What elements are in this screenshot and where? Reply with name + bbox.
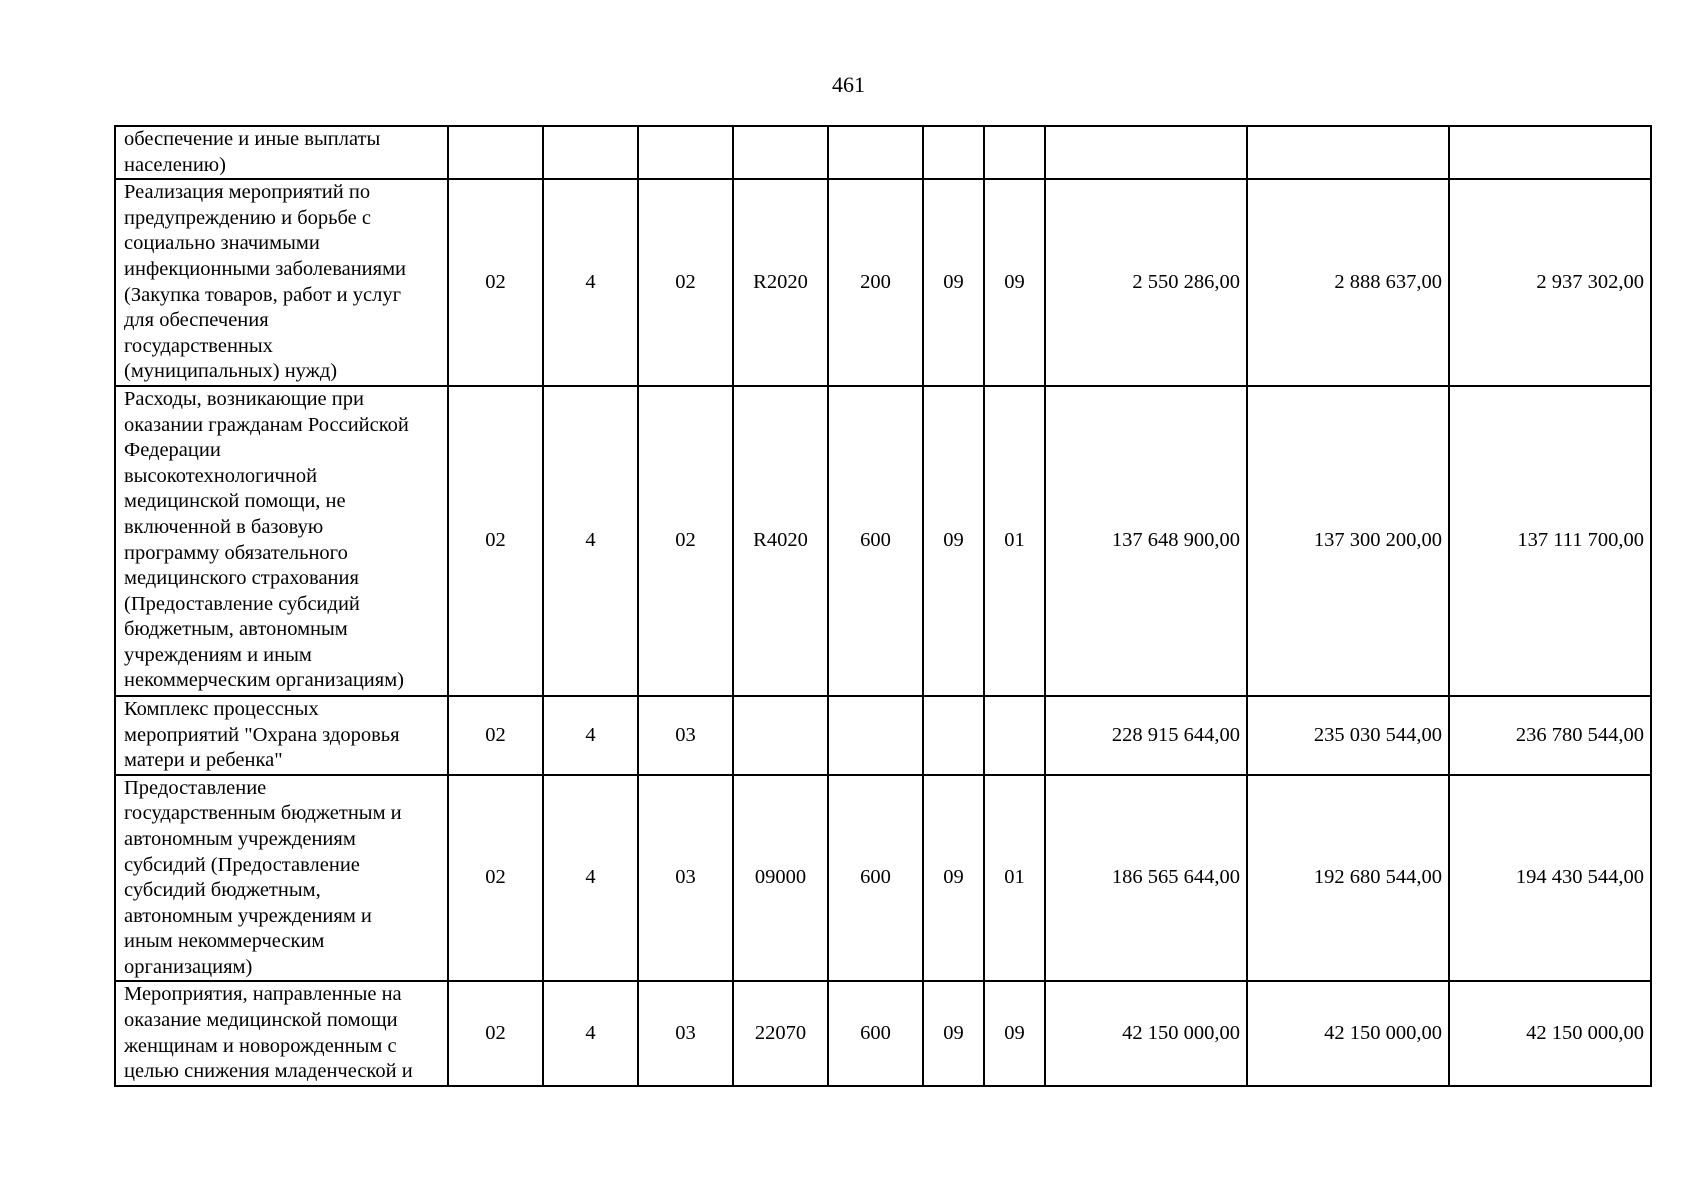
amount-year-1-cell <box>1045 126 1247 179</box>
amount-year-1-cell: 186 565 644,00 <box>1045 775 1247 982</box>
expense-type-cell <box>828 696 923 775</box>
amount-year-2-cell: 2 888 637,00 <box>1247 179 1449 386</box>
expense-type-cell: 600 <box>828 775 923 982</box>
group-code-cell: 03 <box>638 775 733 982</box>
direction-code-cell: 09000 <box>733 775 828 982</box>
expense-type-cell: 600 <box>828 981 923 1085</box>
group-code-cell <box>638 126 733 179</box>
table-row <box>115 981 1651 1085</box>
table-row <box>115 696 1651 775</box>
program-code-cell: 02 <box>448 696 543 775</box>
row-name-cell: Мероприятия, направленные на оказание медицинской помощи женщинам и новорожденным с целью снижения младенческой и <box>115 981 448 1085</box>
direction-code-cell: R2020 <box>733 179 828 386</box>
subprogram-code-cell: 4 <box>543 386 638 696</box>
subprogram-code-cell: 4 <box>543 179 638 386</box>
subsection-cell: 09 <box>984 179 1045 386</box>
amount-year-3-cell: 2 937 302,00 <box>1449 179 1651 386</box>
subsection-cell <box>984 126 1045 179</box>
expense-type-cell: 200 <box>828 179 923 386</box>
subprogram-code-cell: 4 <box>543 981 638 1085</box>
table-row <box>115 386 1651 696</box>
direction-code-cell <box>733 696 828 775</box>
row-name-cell: Предоставление государственным бюджетным и автономным учреждениям субсидий (Предоставление субсидий бюджетным, автономным учреждениям и иным некоммерческим организациям) <box>115 775 448 982</box>
program-code-cell: 02 <box>448 386 543 696</box>
direction-code-cell <box>733 126 828 179</box>
expense-type-cell: 600 <box>828 386 923 696</box>
subsection-cell: 09 <box>984 981 1045 1085</box>
section-cell <box>923 696 984 775</box>
amount-year-3-cell: 137 111 700,00 <box>1449 386 1651 696</box>
row-name-cell: Реализация мероприятий по предупреждению и борьбе с социально значимыми инфекционными заболеваниями (Закупка товаров, работ и услуг для обеспечения государственных (муниципальных) нужд) <box>115 179 448 386</box>
table-row <box>115 179 1651 386</box>
amount-year-1-cell: 42 150 000,00 <box>1045 981 1247 1085</box>
amount-year-2-cell: 235 030 544,00 <box>1247 696 1449 775</box>
amount-year-1-cell: 137 648 900,00 <box>1045 386 1247 696</box>
subsection-cell: 01 <box>984 386 1045 696</box>
amount-year-2-cell: 192 680 544,00 <box>1247 775 1449 982</box>
subsection-cell: 01 <box>984 775 1045 982</box>
section-cell: 09 <box>923 775 984 982</box>
program-code-cell: 02 <box>448 179 543 386</box>
row-name-cell: Расходы, возникающие при оказании гражданам Российской Федерации высокотехнологичной медицинской помощи, не включенной в базовую программу обязательного медицинского страхования (Предоставление субсидий бюджетным, автономным учреждениям и иным некоммерческим организациям) <box>115 386 448 696</box>
group-code-cell: 02 <box>638 386 733 696</box>
budget-table <box>114 125 1652 1087</box>
amount-year-3-cell: 194 430 544,00 <box>1449 775 1651 982</box>
subprogram-code-cell: 4 <box>543 775 638 982</box>
subprogram-code-cell <box>543 126 638 179</box>
subprogram-code-cell: 4 <box>543 696 638 775</box>
amount-year-2-cell <box>1247 126 1449 179</box>
amount-year-3-cell <box>1449 126 1651 179</box>
section-cell <box>923 126 984 179</box>
amount-year-2-cell: 137 300 200,00 <box>1247 386 1449 696</box>
direction-code-cell: 22070 <box>733 981 828 1085</box>
amount-year-3-cell: 42 150 000,00 <box>1449 981 1651 1085</box>
group-code-cell: 02 <box>638 179 733 386</box>
amount-year-1-cell: 2 550 286,00 <box>1045 179 1247 386</box>
program-code-cell: 02 <box>448 775 543 982</box>
group-code-cell: 03 <box>638 696 733 775</box>
row-name-cell: Комплекс процессных мероприятий "Охрана здоровья матери и ребенка" <box>115 696 448 775</box>
subsection-cell <box>984 696 1045 775</box>
amount-year-2-cell: 42 150 000,00 <box>1247 981 1449 1085</box>
page-number: 461 <box>832 72 865 97</box>
row-name-cell: обеспечение и иные выплаты населению) <box>115 126 448 179</box>
program-code-cell <box>448 126 543 179</box>
budget-table-body <box>115 126 1651 1086</box>
table-row <box>115 775 1651 982</box>
amount-year-3-cell: 236 780 544,00 <box>1449 696 1651 775</box>
program-code-cell: 02 <box>448 981 543 1085</box>
expense-type-cell <box>828 126 923 179</box>
amount-year-1-cell: 228 915 644,00 <box>1045 696 1247 775</box>
section-cell: 09 <box>923 179 984 386</box>
table-row <box>115 126 1651 179</box>
direction-code-cell: R4020 <box>733 386 828 696</box>
section-cell: 09 <box>923 981 984 1085</box>
group-code-cell: 03 <box>638 981 733 1085</box>
section-cell: 09 <box>923 386 984 696</box>
